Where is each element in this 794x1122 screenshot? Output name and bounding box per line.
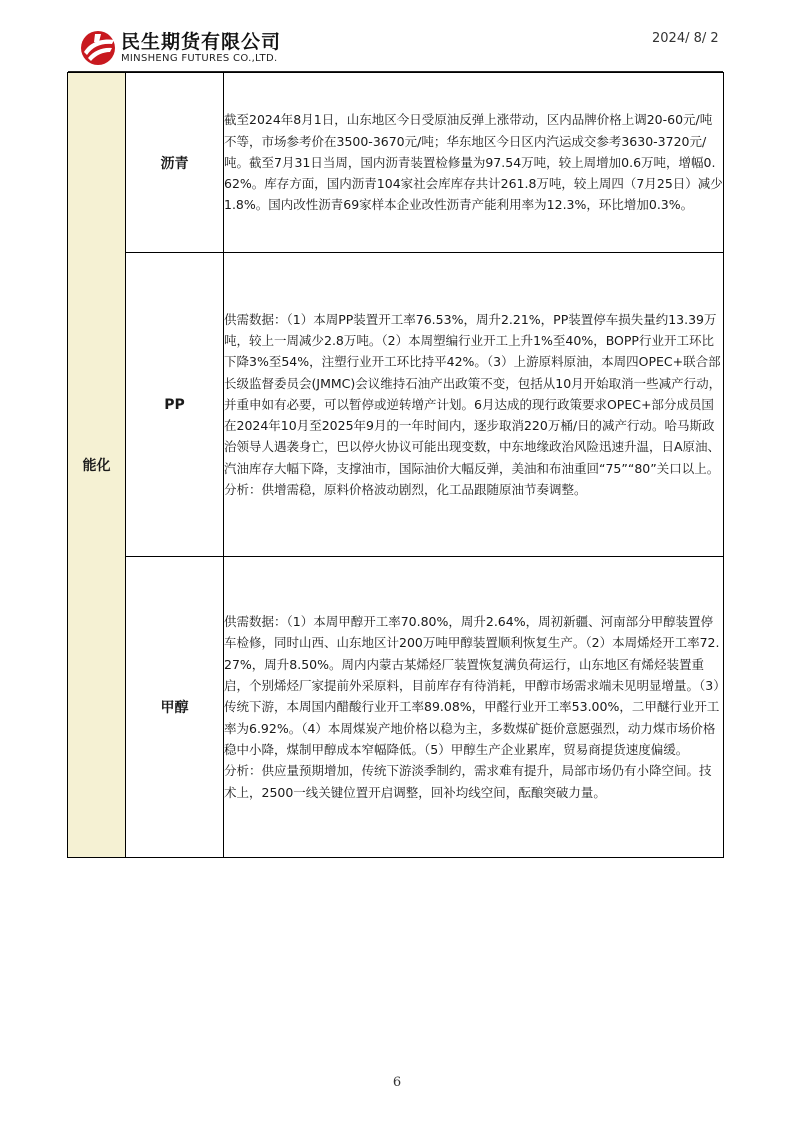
table-row bbox=[68, 73, 724, 253]
commentary-cell bbox=[224, 73, 724, 253]
page-number: 6 bbox=[392, 1075, 402, 1090]
product-name: 沥青 bbox=[126, 73, 224, 253]
company-name-cn: 民生期货有限公司 bbox=[121, 31, 282, 53]
sector-cell: 能化 bbox=[68, 73, 126, 858]
report-date: 2024/ 8/ 2 bbox=[652, 31, 719, 46]
commentary-paragraph: 截至2024年8月1日，山东地区今日受原油反弹上涨带动，区内品牌价格上调20-60元/吨不等，市场参考价在3500-3670元/吨；华东地区今日区内汽运成交参考3630-3720元/吨。截至7月31日当周，国内沥青装置检修量为97.54万吨，较上周增加0.6万吨，增幅0.62%。库存方面，国内沥青104家社会库库存共计261.8万吨，较上周四（7月25日）减少1.8%。国内改性沥青69家样本企业改性沥青产能利用率为12.3%，环比增加0.3%。 bbox=[224, 112, 723, 213]
product-name: PP bbox=[126, 253, 224, 557]
page-header bbox=[0, 0, 794, 72]
product-name: 甲醇 bbox=[126, 557, 224, 858]
commentary-cell bbox=[224, 557, 724, 858]
commentary-paragraph: 供需数据：（1）本周甲醇开工率70.80%，周升2.64%，周初新疆、河南部分甲醇装置停车检修，同时山西、山东地区计200万吨甲醇装置顺利恢复生产。（2）本周烯烃开工率72.27%，周升8.50%。周内内蒙古某烯烃厂装置恢复满负荷运行，山东地区有烯烃装置重启，个别烯烃厂家提前外采原料，目前库存有待消耗，甲醇市场需求端未见明显增量。（3）传统下游，本周国内醋酸行业开工率89.08%，甲醛行业开工率53.00%，二甲醚行业开工率为6.92%。（4）本周煤炭产地价格以稳为主，多数煤矿挺价意愿强烈，动力煤市场价格稳中小降，煤制甲醇成本窄幅降低。（5）甲醇生产企业累库，贸易商提货速度偏缓。 bbox=[224, 614, 720, 757]
commentary-paragraph: 供需数据：（1）本周PP装置开工率76.53%，周升2.21%，PP装置停车损失量约13.39万吨，较上一周减少2.8万吨。（2）本周塑编行业开工上升1%至40%，BOPP行业开工环比下降3%至54%，注塑行业开工环比持平42%。（3）上游原料原油，本周四OPEC+联合部长级监督委员会(JMMC)会议维持石油产出政策不变，包括从10月开始取消一些减产行动，并重申如有必要，可以暂停或逆转增产计划。6月达成的现行政策要求OPEC+部分成员国在2024年10月至2025年9月的一年时间内，逐步取消220万桶/日的减产行动。哈马斯政治领导人遇袭身亡，巴以停火协议可能出现变数，中东地缘政治风险迅速升温，日A原油、汽油库存大幅下降，支撑油市，国际油价大幅反弹，美油和布油重回“75”“80”关口以上。 bbox=[224, 311, 722, 476]
analysis-paragraph: 分析：供增需稳，原料价格波动剧烈，化工品跟随原油节奏调整。 bbox=[224, 482, 587, 498]
table-row bbox=[68, 557, 724, 858]
commodity-report-table bbox=[67, 72, 724, 858]
commentary-cell bbox=[224, 253, 724, 557]
table-row bbox=[68, 253, 724, 557]
minsheng-logo-icon bbox=[78, 28, 118, 68]
company-name-en: MINSHENG FUTURES CO.,LTD. bbox=[121, 53, 278, 64]
analysis-paragraph: 分析：供应量预期增加，传统下游淡季制约，需求难有提升，局部市场仍有小降空间。技术上，2500一线关键位置开启调整，回补均线空间，酝酿突破力量。 bbox=[224, 763, 712, 800]
